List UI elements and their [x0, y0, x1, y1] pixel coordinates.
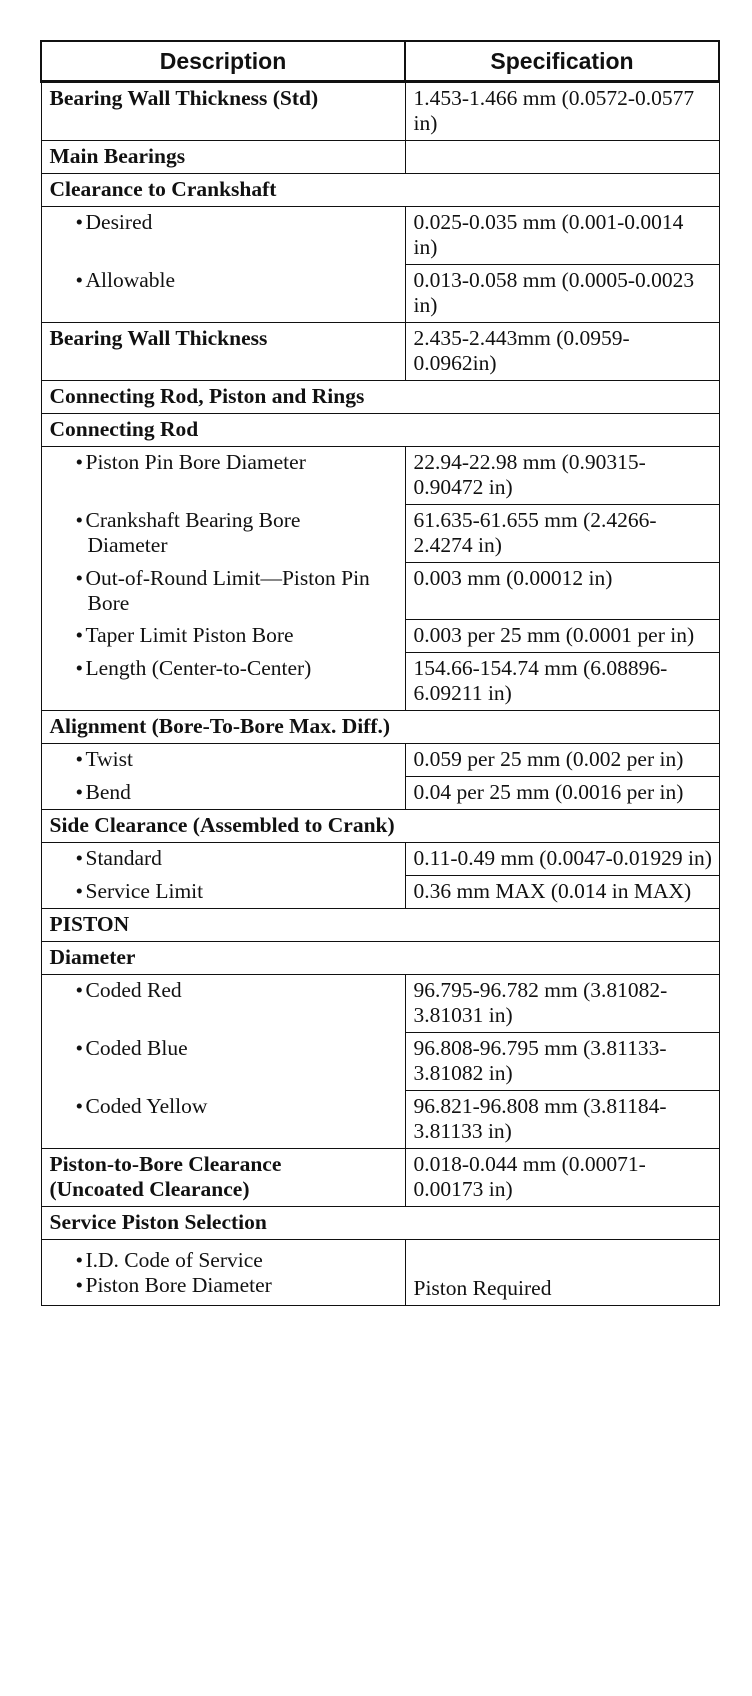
row-description: • Desired	[41, 207, 405, 265]
table-row	[41, 323, 719, 381]
row-description-text: Service Limit	[85, 878, 204, 903]
row-specification: 0.003 mm (0.00012 in)	[405, 563, 719, 620]
section-row	[41, 942, 719, 975]
table-row	[41, 1033, 719, 1091]
row-description: • Coded Red	[41, 975, 405, 1033]
row-specification: 0.059 per 25 mm (0.002 per in)	[405, 744, 719, 777]
section-row	[41, 174, 719, 207]
row-description: • Twist	[41, 744, 405, 777]
row-description	[41, 1240, 405, 1306]
table-row	[41, 1091, 719, 1149]
table-row	[41, 207, 719, 265]
row-description-line: • I.D. Code of Service	[75, 1248, 263, 1272]
row-specification: 0.013-0.058 mm (0.0005-0.0023 in)	[405, 265, 719, 323]
row-description: Piston-to-Bore Clearance (Uncoated Clearance)	[41, 1149, 405, 1207]
table-row	[41, 447, 719, 505]
row-description: • Service Limit	[41, 876, 405, 909]
row-description: • Allowable	[41, 265, 405, 323]
section-heading: Alignment (Bore-To-Bore Max. Diff.)	[41, 711, 719, 744]
row-description-text: Twist	[85, 747, 133, 771]
header-row	[41, 41, 719, 82]
table-row	[41, 777, 719, 810]
row-description: • Length (Center-to-Center)	[41, 653, 405, 711]
row-description: • Crankshaft Bearing Bore Diameter	[41, 505, 405, 563]
section-heading: Connecting Rod	[41, 414, 719, 447]
row-description-text: Standard	[85, 846, 162, 870]
row-specification: 96.795-96.782 mm (3.81082-3.81031 in)	[405, 975, 719, 1033]
table-row	[41, 1240, 719, 1306]
row-description-line: • Piston Bore Diameter	[75, 1273, 272, 1297]
row-description: • Coded Yellow	[41, 1091, 405, 1149]
row-description: • Piston Pin Bore Diameter	[41, 447, 405, 505]
table-row	[41, 620, 719, 653]
row-description-text: Length (Center-to-Center)	[85, 655, 312, 680]
table-row	[41, 141, 719, 174]
section-row	[41, 381, 719, 414]
section-heading: Diameter	[41, 942, 719, 975]
section-row	[41, 414, 719, 447]
row-description: • Standard	[41, 843, 405, 876]
row-description: Bearing Wall Thickness (Std)	[41, 82, 405, 141]
section-heading: Connecting Rod, Piston and Rings	[41, 381, 719, 414]
row-description-text: Crankshaft Bearing Bore Diameter	[85, 507, 301, 557]
row-description: • Bend	[41, 777, 405, 810]
row-specification: 22.94-22.98 mm (0.90315-0.90472 in)	[405, 447, 719, 505]
row-description: Bearing Wall Thickness	[41, 323, 405, 381]
specification-header: Specification	[405, 41, 719, 82]
section-row	[41, 1207, 719, 1240]
row-description-text: Coded Red	[85, 978, 182, 1002]
table-row	[41, 1149, 719, 1207]
table-row	[41, 505, 719, 563]
row-description-text: Coded Blue	[85, 1035, 188, 1060]
description-header: Description	[41, 41, 405, 82]
row-description-text: Piston Pin Bore Diameter	[85, 450, 306, 474]
row-description: Main Bearings	[41, 141, 405, 174]
row-specification: 0.018-0.044 mm (0.00071-0.00173 in)	[405, 1149, 719, 1207]
table-row	[41, 265, 719, 323]
row-specification: 1.453-1.466 mm (0.0572-0.0577 in)	[405, 82, 719, 141]
row-description-text: Piston Bore Diameter	[85, 1273, 272, 1297]
table-row	[41, 876, 719, 909]
row-description: • Taper Limit Piston Bore	[41, 620, 405, 653]
row-specification: 0.04 per 25 mm (0.0016 per in)	[405, 777, 719, 810]
row-specification: 0.36 mm MAX (0.014 in MAX)	[405, 876, 719, 909]
row-specification: 0.003 per 25 mm (0.0001 per in)	[405, 620, 719, 653]
row-specification: 154.66-154.74 mm (6.08896-6.09211 in)	[405, 653, 719, 711]
section-heading: PISTON	[41, 909, 719, 942]
row-specification: 2.435-2.443mm (0.0959-0.0962in)	[405, 323, 719, 381]
section-row	[41, 711, 719, 744]
row-description-text: Taper Limit Piston Bore	[85, 622, 294, 647]
row-description-text: Allowable	[85, 267, 176, 292]
section-heading: Side Clearance (Assembled to Crank)	[41, 810, 719, 843]
row-specification: 96.821-96.808 mm (3.81184-3.81133 in)	[405, 1091, 719, 1149]
row-specification: 0.11-0.49 mm (0.0047-0.01929 in)	[405, 843, 719, 876]
row-description-text: Desired	[85, 210, 153, 234]
table-row	[41, 653, 719, 711]
table-row	[41, 843, 719, 876]
table-row	[41, 82, 719, 141]
row-specification: 96.808-96.795 mm (3.81133-3.81082 in)	[405, 1033, 719, 1091]
table-row	[41, 563, 719, 620]
row-description: • Coded Blue	[41, 1033, 405, 1091]
row-specification	[405, 141, 719, 174]
specification-table	[40, 40, 720, 1306]
table-row	[41, 744, 719, 777]
row-specification: 0.025-0.035 mm (0.001-0.0014 in)	[405, 207, 719, 265]
row-description: • Out-of-Round Limit—Piston Pin Bore	[41, 563, 405, 620]
table-row	[41, 975, 719, 1033]
row-description-text: Out-of-Round Limit—Piston Pin Bore	[85, 565, 370, 615]
row-specification: 61.635-61.655 mm (2.4266-2.4274 in)	[405, 505, 719, 563]
row-description-text: Coded Yellow	[85, 1093, 208, 1118]
section-row	[41, 810, 719, 843]
section-row	[41, 909, 719, 942]
row-description-text: Bend	[85, 779, 131, 804]
row-specification: Piston Required	[405, 1240, 719, 1306]
row-description-text: I.D. Code of Service	[85, 1248, 263, 1272]
section-heading: Service Piston Selection	[41, 1207, 719, 1240]
section-heading: Clearance to Crankshaft	[41, 174, 719, 207]
